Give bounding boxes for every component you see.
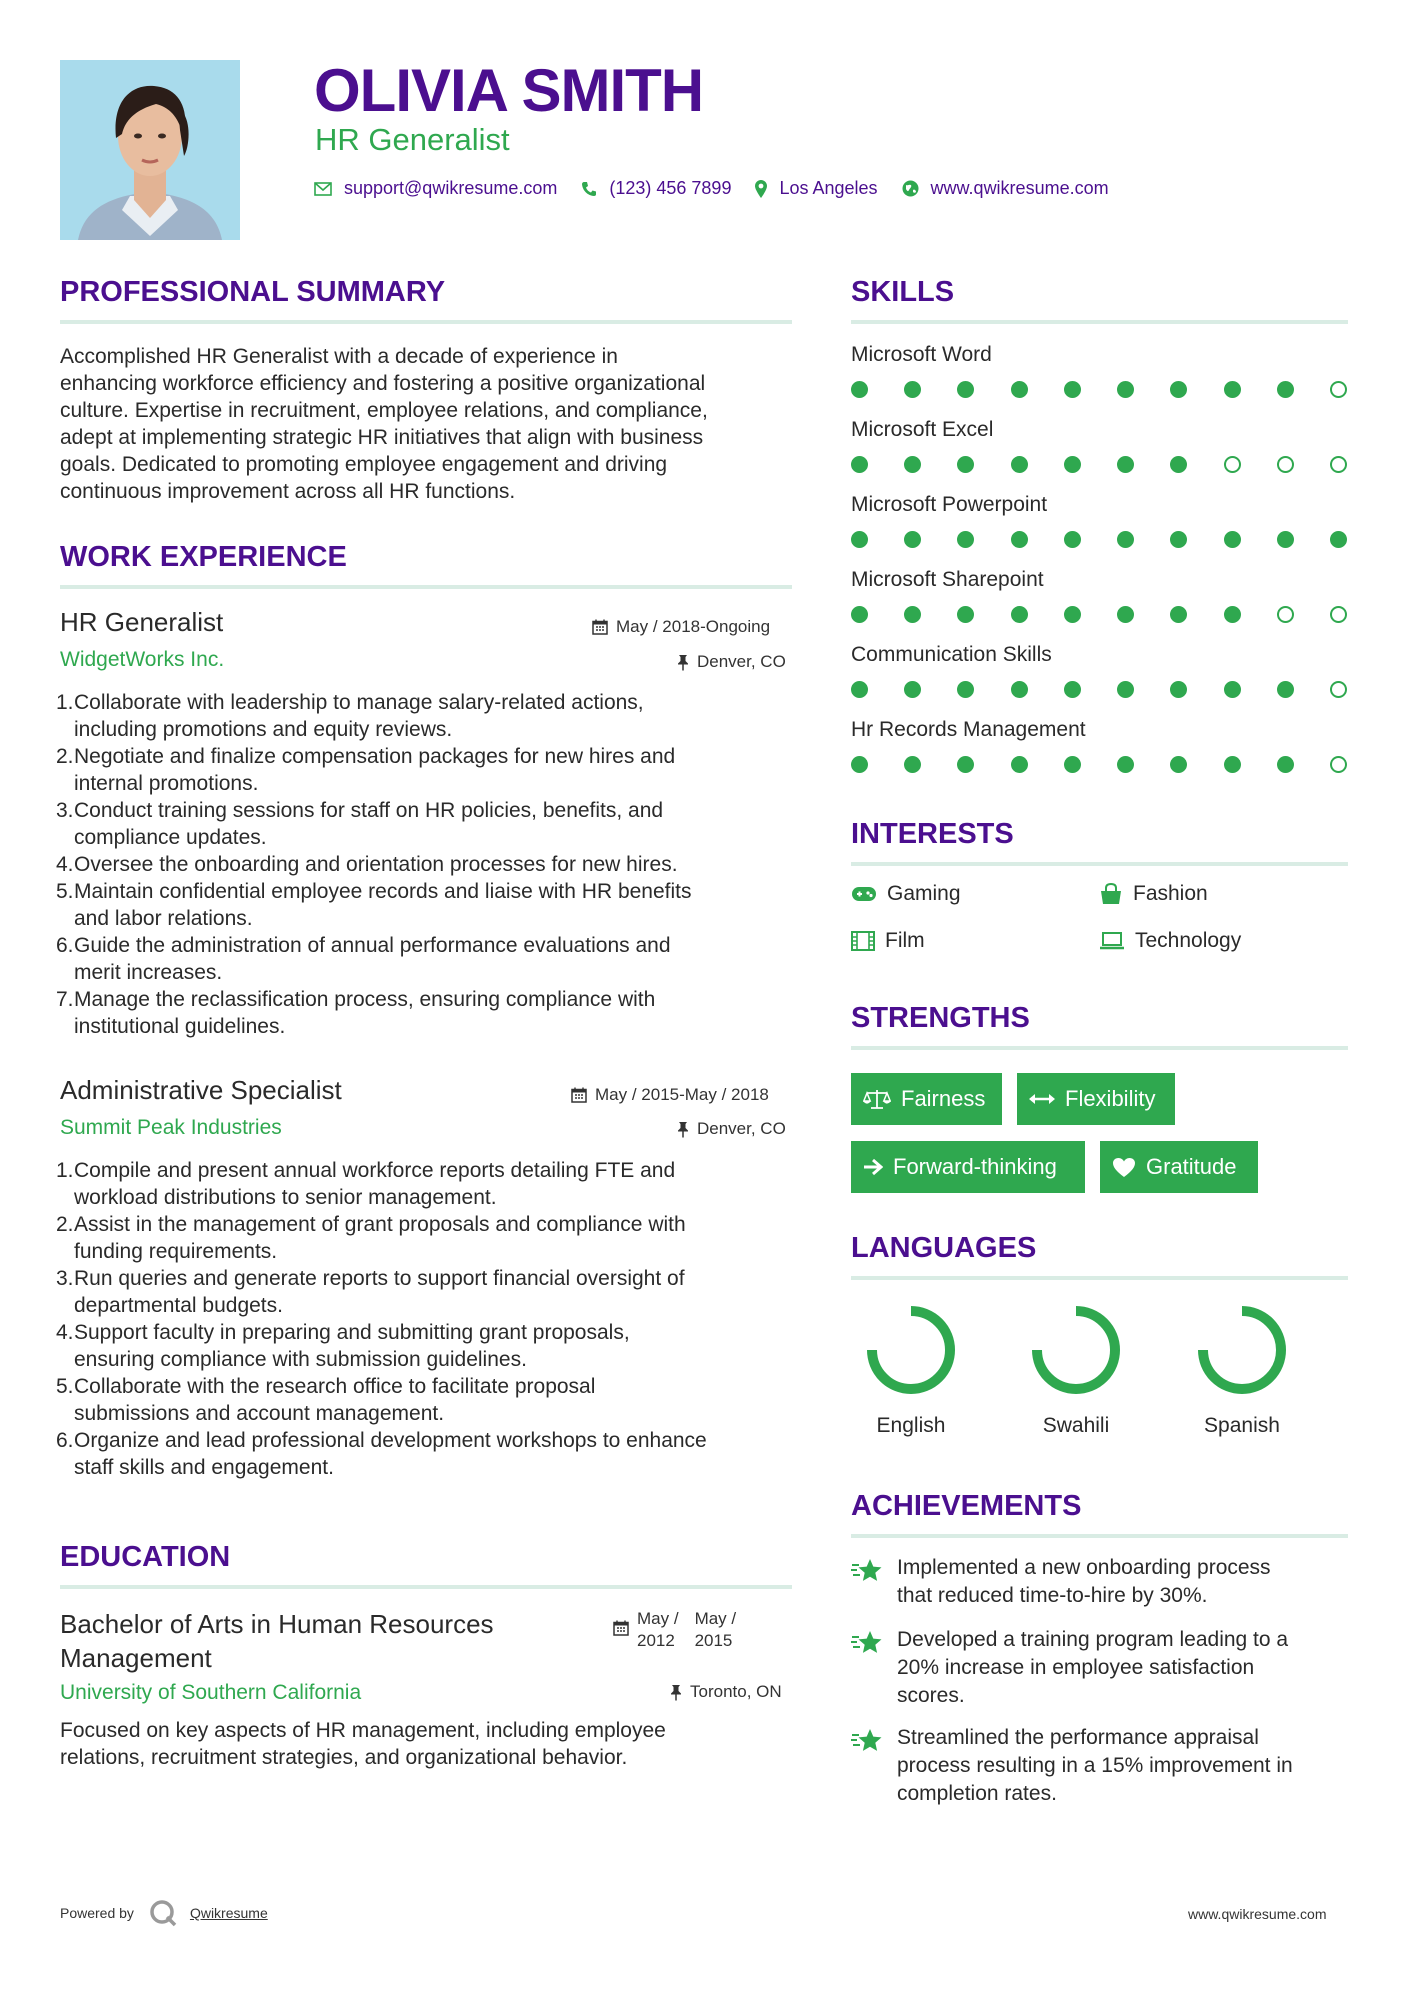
start-month: May /: [637, 1609, 679, 1628]
skill-rating: [851, 681, 1347, 698]
language-level-ring: [861, 1300, 961, 1400]
contact-website[interactable]: [902, 178, 1109, 199]
rating-dot-filled: [1011, 456, 1028, 473]
strength-label: Gratitude: [1146, 1154, 1237, 1179]
list-item: [56, 689, 796, 743]
balance-scale-icon: [863, 1088, 891, 1110]
star-achievement-icon: [851, 1728, 883, 1754]
rating-dot-filled: [904, 756, 921, 773]
achievements-heading: ACHIEVEMENTS: [851, 1490, 1082, 1522]
summary-line: enhancing workforce efficiency and fostering a positive organizational: [60, 372, 706, 395]
education-desc-line: relations, recruitment strategies, and organizational behavior.: [60, 1746, 628, 1769]
language-item: [841, 1300, 981, 1438]
education-divider: [60, 1585, 792, 1589]
rating-dot-filled: [851, 681, 868, 698]
achievement-text: [897, 1554, 1271, 1610]
achievement-text: [897, 1626, 1288, 1710]
list-item: [56, 1373, 796, 1427]
rating-dot-empty: [1330, 456, 1347, 473]
rating-dot-filled: [1170, 531, 1187, 548]
end-month: May /: [694, 1609, 737, 1628]
rating-dot-filled: [851, 456, 868, 473]
footer-powered-by: [60, 1898, 268, 1928]
skills-divider: [851, 320, 1348, 324]
rating-dot-filled: [1224, 681, 1241, 698]
envelope-icon: [314, 182, 332, 196]
rating-dot-filled: [1011, 381, 1028, 398]
job-company: Summit Peak Industries: [60, 1116, 282, 1139]
list-line: Assist in the management of grant proposals and compliance with: [74, 1213, 686, 1236]
rating-dot-filled: [1117, 381, 1134, 398]
education-location-text: Toronto, ON: [690, 1682, 782, 1701]
list-line: Support faculty in preparing and submitting grant proposals,: [74, 1321, 630, 1344]
heart-icon: [1112, 1157, 1136, 1178]
pushpin-icon: [677, 654, 689, 671]
rating-dot-filled: [1117, 456, 1134, 473]
qwikresume-logo-icon: [148, 1898, 178, 1928]
summary-line: goals. Dedicated to promoting employee engagement and driving: [60, 453, 668, 476]
contact-phone[interactable]: [581, 178, 731, 199]
contact-location: [755, 178, 877, 199]
skill-rating: [851, 756, 1347, 773]
list-number: 2.: [56, 1213, 74, 1236]
list-number: 1.: [56, 1159, 74, 1182]
shopping-bag-icon: [1099, 883, 1123, 905]
rating-dot-filled: [1011, 681, 1028, 698]
achievement-line: Implemented a new onboarding process: [897, 1556, 1271, 1579]
strength-badge-gratitude: [1100, 1141, 1258, 1193]
rating-dot-filled: [1224, 381, 1241, 398]
list-line: compliance updates.: [74, 826, 267, 849]
summary-line: adept at implementing strategic HR initiatives that align with business: [60, 426, 704, 449]
list-number: 3.: [56, 799, 74, 822]
achievement-line: completion rates.: [897, 1782, 1057, 1805]
skill-rating: [851, 456, 1347, 473]
list-line: Collaborate with the research office to facilitate proposal: [74, 1375, 596, 1398]
strengths-heading: STRENGTHS: [851, 1002, 1030, 1034]
achievement-item: [851, 1554, 1351, 1610]
globe-icon: [902, 180, 919, 197]
rating-dot-filled: [851, 606, 868, 623]
list-line: and labor relations.: [74, 907, 253, 930]
rating-dot-filled: [1011, 531, 1028, 548]
candidate-title: HR Generalist: [315, 122, 510, 157]
list-line: Collaborate with leadership to manage salary-related actions,: [74, 691, 644, 714]
list-item: [56, 878, 796, 932]
list-line: funding requirements.: [74, 1240, 278, 1263]
experience-divider: [60, 585, 792, 589]
rating-dot-filled: [1064, 756, 1081, 773]
list-number: 2.: [56, 745, 74, 768]
degree-line: Bachelor of Arts in Human Resources: [60, 1609, 494, 1639]
list-item: [56, 1265, 796, 1319]
rating-dot-filled: [1064, 531, 1081, 548]
achievement-line: 20% increase in employee satisfaction: [897, 1656, 1255, 1679]
rating-dot-filled: [851, 531, 868, 548]
list-line: Manage the reclassification process, ensuring compliance with: [74, 988, 656, 1011]
rating-dot-filled: [1117, 531, 1134, 548]
rating-dot-filled: [904, 531, 921, 548]
achievement-item: [851, 1626, 1351, 1710]
degree-line: Management: [60, 1643, 212, 1673]
list-number: 5.: [56, 1375, 74, 1398]
list-line: including promotions and equity reviews.: [74, 718, 453, 741]
job-company: WidgetWorks Inc.: [60, 648, 225, 671]
pushpin-icon: [670, 1684, 682, 1701]
rating-dot-filled: [957, 531, 974, 548]
summary-line: Accomplished HR Generalist with a decade of experience in: [60, 345, 618, 368]
job-date: [592, 617, 770, 637]
candidate-name: OLIVIA SMITH: [314, 57, 704, 124]
rating-dot-filled: [1117, 606, 1134, 623]
strength-label: Flexibility: [1065, 1086, 1156, 1111]
rating-dot-filled: [957, 756, 974, 773]
education-heading: EDUCATION: [60, 1541, 231, 1573]
map-pin-icon: [755, 180, 767, 198]
calendar-icon: [592, 619, 608, 635]
list-item: [56, 797, 796, 851]
rating-dot-filled: [1117, 681, 1134, 698]
rating-dot-filled: [1277, 531, 1294, 548]
rating-dot-filled: [904, 381, 921, 398]
interest-film: [851, 929, 925, 953]
strength-label: Fairness: [901, 1086, 986, 1111]
achievement-line: scores.: [897, 1684, 965, 1707]
education-date: [613, 1608, 736, 1652]
rating-dot-filled: [1064, 681, 1081, 698]
list-line: Maintain confidential employee records and liaise with HR benefits: [74, 880, 692, 903]
location-text: Los Angeles: [779, 178, 878, 198]
list-item: [56, 986, 796, 1040]
skill-name: Communication Skills: [851, 643, 1052, 666]
list-line: ensuring compliance with submission guidelines.: [74, 1348, 527, 1371]
skill-rating: [851, 381, 1347, 398]
rating-dot-filled: [1277, 756, 1294, 773]
skill-name: Microsoft Excel: [851, 418, 994, 441]
education-desc-line: Focused on key aspects of HR management, including employee: [60, 1719, 666, 1742]
list-item: [56, 743, 796, 797]
education-description: [60, 1717, 800, 1771]
list-line: Oversee the onboarding and orientation processes for new hires.: [74, 853, 678, 876]
interest-technology: [1099, 929, 1241, 953]
summary-line: culture. Expertise in recruitment, employee relations, and compliance,: [60, 399, 708, 422]
language-level-arc: [1037, 1311, 1115, 1389]
footer-site-link[interactable]: www.qwikresume.com: [1188, 1906, 1327, 1922]
phone-text: (123) 456 7899: [609, 178, 732, 198]
list-item: [56, 1157, 796, 1211]
job-location-text: Denver, CO: [697, 1119, 786, 1138]
rating-dot-filled: [1170, 681, 1187, 698]
languages-divider: [851, 1276, 1348, 1280]
rating-dot-filled: [904, 681, 921, 698]
list-item: [56, 1211, 796, 1265]
skill-name: Microsoft Word: [851, 343, 992, 366]
list-line: Negotiate and finalize compensation packages for new hires and: [74, 745, 676, 768]
language-name: Swahili: [1042, 1414, 1110, 1437]
rating-dot-empty: [1330, 381, 1347, 398]
job-date-text: May / 2015-May / 2018: [595, 1085, 769, 1104]
end-year: 2015: [694, 1631, 733, 1650]
skill-name: Hr Records Management: [851, 718, 1086, 741]
rating-dot-filled: [1224, 531, 1241, 548]
list-line: staff skills and engagement.: [74, 1456, 334, 1479]
interest-label: Gaming: [887, 882, 961, 905]
interest-fashion: [1099, 882, 1208, 906]
job-date: [571, 1085, 769, 1105]
achievement-text: [897, 1724, 1293, 1808]
calendar-icon: [613, 1620, 629, 1636]
language-name: English: [876, 1414, 946, 1437]
list-line: Compile and present annual workforce reports detailing FTE and: [74, 1159, 676, 1182]
profile-photo: [60, 60, 240, 240]
interests-divider: [851, 862, 1348, 866]
summary-divider: [60, 320, 792, 324]
achievement-line: Streamlined the performance appraisal: [897, 1726, 1259, 1749]
achievement-line: Developed a training program leading to a: [897, 1628, 1289, 1651]
rating-dot-empty: [1330, 681, 1347, 698]
language-item: [1006, 1300, 1146, 1438]
rating-dot-filled: [1011, 756, 1028, 773]
job-duties-list: [56, 689, 796, 1040]
interest-label: Technology: [1135, 929, 1242, 952]
interest-gaming: [851, 882, 961, 906]
list-number: 6.: [56, 1429, 74, 1452]
contact-bar: [314, 178, 1133, 199]
strength-badge-fairness: [851, 1073, 1002, 1125]
strength-badge-flexibility: [1017, 1073, 1175, 1125]
rating-dot-filled: [1117, 756, 1134, 773]
list-line: institutional guidelines.: [74, 1015, 286, 1038]
rating-dot-filled: [1224, 756, 1241, 773]
interests-heading: INTERESTS: [851, 818, 1014, 850]
list-number: 3.: [56, 1267, 74, 1290]
job-title: Administrative Specialist: [60, 1075, 342, 1105]
degree-title: [60, 1607, 494, 1675]
rating-dot-filled: [904, 456, 921, 473]
rating-dot-filled: [1170, 456, 1187, 473]
rating-dot-filled: [1011, 606, 1028, 623]
calendar-icon: [571, 1087, 587, 1103]
rating-dot-filled: [904, 606, 921, 623]
rating-dot-filled: [957, 681, 974, 698]
languages-heading: LANGUAGES: [851, 1232, 1037, 1264]
list-number: 4.: [56, 1321, 74, 1344]
skills-heading: SKILLS: [851, 276, 955, 308]
summary-text: [60, 343, 800, 505]
language-name: Spanish: [1204, 1414, 1280, 1437]
rating-dot-filled: [1064, 456, 1081, 473]
experience-heading: WORK EXPERIENCE: [60, 541, 347, 573]
arrow-right-icon: [863, 1158, 883, 1176]
start-year: 2012: [637, 1631, 675, 1650]
rating-dot-filled: [1224, 606, 1241, 623]
list-line: Guide the administration of annual performance evaluations and: [74, 934, 671, 957]
list-line: workload distributions to senior management.: [74, 1186, 497, 1209]
list-line: Organize and lead professional development workshops to enhance: [74, 1429, 707, 1452]
pushpin-icon: [677, 1121, 689, 1138]
skill-name: Microsoft Powerpoint: [851, 493, 1048, 516]
list-number: 4.: [56, 853, 74, 876]
arrows-horizontal-icon: [1029, 1092, 1055, 1106]
rating-dot-filled: [1064, 606, 1081, 623]
skill-rating: [851, 531, 1347, 548]
phone-icon: [581, 181, 597, 197]
rating-dot-filled: [1330, 531, 1347, 548]
job-location-text: Denver, CO: [697, 652, 786, 671]
star-achievement-icon: [851, 1630, 883, 1656]
rating-dot-empty: [1224, 456, 1241, 473]
language-level-ring: [1026, 1300, 1126, 1400]
brand-link[interactable]: Qwikresume: [189, 1905, 268, 1921]
school-name: University of Southern California: [60, 1681, 362, 1704]
list-line: merit increases.: [74, 961, 223, 984]
list-item: [56, 851, 796, 878]
powered-by-text: Powered by: [60, 1905, 134, 1921]
job-duties-list: [56, 1157, 796, 1481]
list-line: departmental budgets.: [74, 1294, 283, 1317]
strength-label: Forward-thinking: [893, 1154, 1057, 1179]
gamepad-icon: [851, 886, 877, 902]
rating-dot-filled: [1170, 381, 1187, 398]
education-start: [637, 1608, 679, 1652]
rating-dot-empty: [1330, 756, 1347, 773]
rating-dot-filled: [957, 456, 974, 473]
list-item: [56, 1319, 796, 1373]
rating-dot-filled: [957, 381, 974, 398]
language-level-arc: [1203, 1311, 1281, 1389]
language-item: [1172, 1300, 1312, 1438]
language-level-ring: [1192, 1300, 1292, 1400]
list-item: [56, 1427, 796, 1481]
list-number: 1.: [56, 691, 74, 714]
summary-line: continuous improvement across all HR functions.: [60, 480, 516, 503]
list-number: 7.: [56, 988, 74, 1011]
list-line: submissions and account management.: [74, 1402, 445, 1425]
rating-dot-filled: [851, 756, 868, 773]
rating-dot-filled: [1170, 606, 1187, 623]
summary-heading: PROFESSIONAL SUMMARY: [60, 276, 446, 308]
rating-dot-filled: [957, 606, 974, 623]
language-level-arc: [872, 1311, 950, 1389]
achievement-item: [851, 1724, 1351, 1808]
education-end: [695, 1608, 737, 1652]
list-number: 6.: [56, 934, 74, 957]
star-achievement-icon: [851, 1558, 883, 1584]
rating-dot-filled: [1277, 381, 1294, 398]
rating-dot-empty: [1277, 456, 1294, 473]
job-location: [677, 652, 786, 672]
list-item: [56, 932, 796, 986]
job-title: HR Generalist: [60, 607, 224, 637]
skill-name: Microsoft Sharepoint: [851, 568, 1044, 591]
education-location: [670, 1682, 782, 1702]
website-text: www.qwikresume.com: [930, 178, 1109, 198]
interest-label: Fashion: [1133, 882, 1208, 905]
rating-dot-empty: [1277, 606, 1294, 623]
rating-dot-filled: [1170, 756, 1187, 773]
list-line: internal promotions.: [74, 772, 259, 795]
strength-badge-forward-thinking: [851, 1141, 1085, 1193]
list-line: Run queries and generate reports to support financial oversight of: [74, 1267, 685, 1290]
achievement-line: process resulting in a 15% improvement in: [897, 1754, 1293, 1777]
achievement-line: that reduced time-to-hire by 30%.: [897, 1584, 1208, 1607]
job-location: [677, 1119, 786, 1139]
rating-dot-filled: [851, 381, 868, 398]
list-number: 5.: [56, 880, 74, 903]
film-icon: [851, 931, 875, 951]
job-date-text: May / 2018-Ongoing: [616, 617, 771, 636]
rating-dot-empty: [1330, 606, 1347, 623]
contact-email[interactable]: [314, 178, 557, 199]
achievements-divider: [851, 1534, 1348, 1538]
interest-label: Film: [885, 929, 925, 952]
skill-rating: [851, 606, 1347, 623]
rating-dot-filled: [1064, 381, 1081, 398]
rating-dot-filled: [1277, 681, 1294, 698]
email-text: support@qwikresume.com: [344, 178, 558, 198]
strengths-divider: [851, 1046, 1348, 1050]
laptop-icon: [1099, 932, 1125, 950]
list-line: Conduct training sessions for staff on HR policies, benefits, and: [74, 799, 664, 822]
